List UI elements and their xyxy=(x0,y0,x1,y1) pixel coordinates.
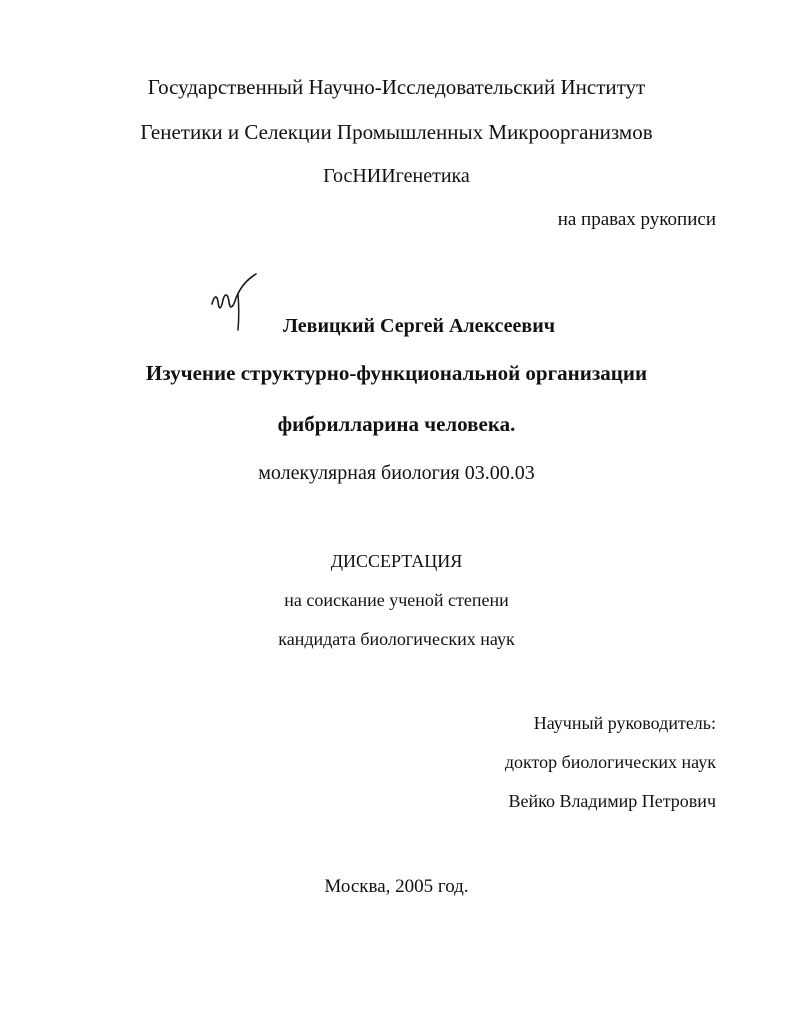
signature-icon xyxy=(208,272,264,334)
manuscript-note: на правах рукописи xyxy=(557,209,716,230)
supervisor-label: Научный руководитель: xyxy=(533,713,716,733)
title-line-1: Изучение структурно-функциональной организации xyxy=(145,361,648,385)
dissertation-label: ДИССЕРТАЦИЯ xyxy=(330,551,463,571)
degree-purpose-line-2: кандидата биологических наук xyxy=(278,629,515,649)
supervisor-degree: доктор биологических наук xyxy=(504,752,716,772)
author-name: Левицкий Сергей Алексеевич xyxy=(283,315,556,337)
institute-line-1: Государственный Научно-Исследовательский Институт xyxy=(147,75,646,99)
handwritten-archive-number xyxy=(150,4,530,56)
institute-line-2: Генетики и Селекции Промышленных Микроорганизмов xyxy=(140,120,653,144)
archive-number-text: 61:05-3/466 xyxy=(154,8,501,56)
place-and-year: Москва, 2005 год. xyxy=(324,876,469,897)
specialty: молекулярная биология 03.00.03 xyxy=(258,462,535,484)
title-line-2: фибрилларина человека. xyxy=(277,412,516,436)
degree-purpose-line-1: на соискание ученой степени xyxy=(284,590,509,610)
supervisor-name: Вейко Владимир Петрович xyxy=(508,791,716,811)
institute-short-name: ГосНИИгенетика xyxy=(323,165,470,187)
